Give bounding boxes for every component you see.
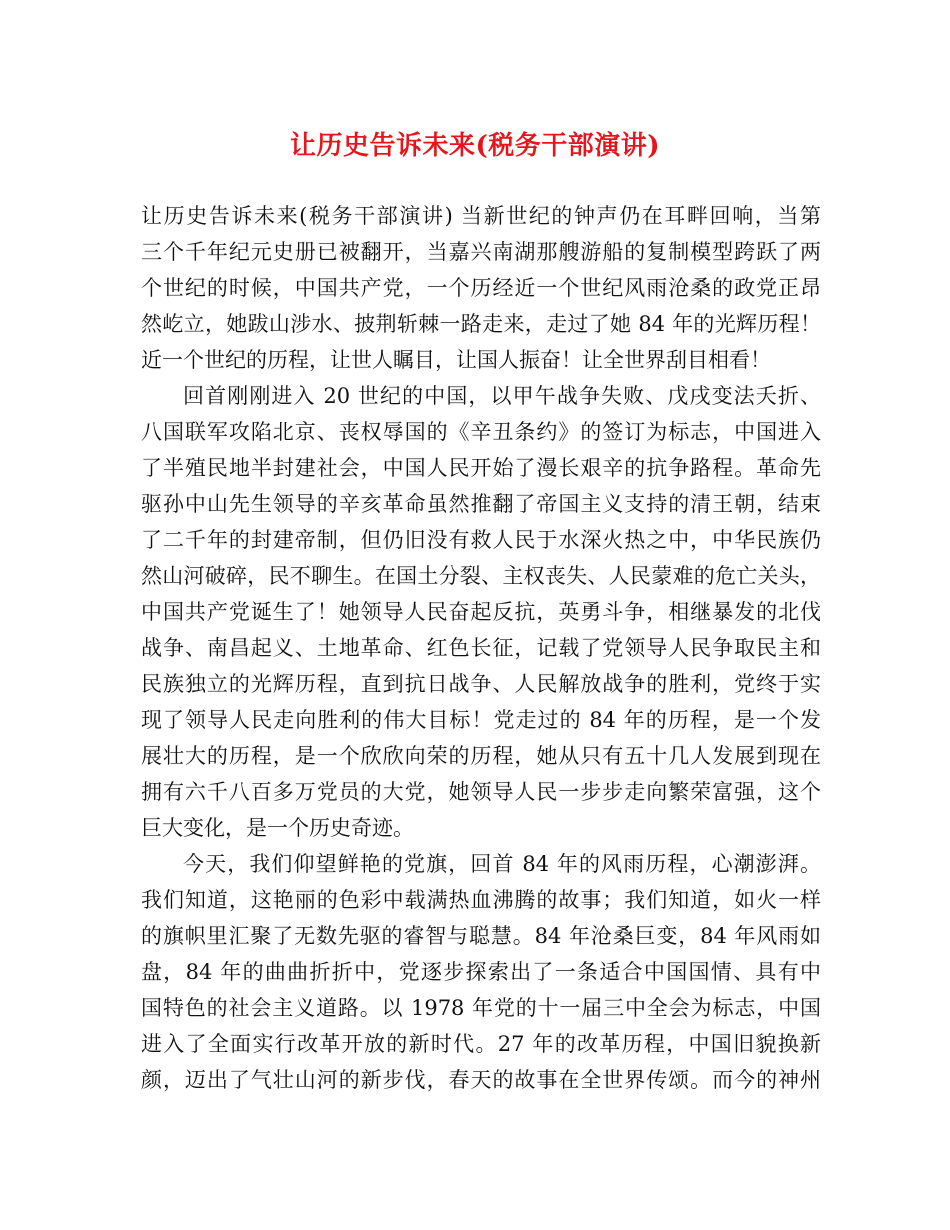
text-line: 了半殖民地半封建社会，中国人民开始了漫长艰辛的抗争路程。革命先 xyxy=(141,456,821,480)
text-line: 今天，我们仰望鲜艳的党旗，回首 84 年的风雨历程，心潮澎湃。 xyxy=(183,852,821,876)
text-line: 展壮大的历程，是一个欣欣向荣的历程，她从只有五十几人发展到现在 xyxy=(141,744,821,768)
text-line: 中国共产党诞生了！她领导人民奋起反抗，英勇斗争，相继暴发的北伐 xyxy=(141,600,821,624)
text-line: 我们知道，这艳丽的色彩中载满热血沸腾的故事；我们知道，如火一样 xyxy=(141,888,821,912)
text-line: 进入了全面实行改革开放的新时代。27 年的改革历程，中国旧貌换新 xyxy=(141,1032,821,1056)
text-line: 了二千年的封建帝制，但仍旧没有救人民于水深火热之中，中华民族仍 xyxy=(141,528,821,552)
text-line: 现了领导人民走向胜利的伟大目标！党走过的 84 年的历程，是一个发 xyxy=(141,708,821,732)
text-line: 的旗帜里汇聚了无数先驱的睿智与聪慧。84 年沧桑巨变，84 年风雨如 xyxy=(141,924,821,948)
text-line: 回首刚刚进入 20 世纪的中国，以甲午战争失败、戊戌变法夭折、 xyxy=(183,384,821,408)
text-line: 拥有六千八百多万党员的大党，她领导人民一步步走向繁荣富强，这个 xyxy=(141,780,821,804)
text-line: 个世纪的时候，中国共产党，一个历经近一个世纪风雨沧桑的政党正昂 xyxy=(141,276,821,300)
text-line: 民族独立的光辉历程，直到抗日战争、人民解放战争的胜利，党终于实 xyxy=(141,672,821,696)
text-line: 让历史告诉未来(税务干部演讲) 当新世纪的钟声仍在耳畔回响，当第 xyxy=(141,204,821,228)
text-line: 八国联军攻陷北京、丧权辱国的《辛丑条约》的签订为标志，中国进入 xyxy=(141,420,821,444)
text-line: 国特色的社会主义道路。以 1978 年党的十一届三中全会为标志，中国 xyxy=(141,996,821,1020)
text-line: 巨大变化，是一个历史奇迹。 xyxy=(141,816,414,840)
text-line: 盘，84 年的曲曲折折中，党逐步探索出了一条适合中国国情、具有中 xyxy=(141,960,821,984)
text-line: 驱孙中山先生领导的辛亥革命虽然推翻了帝国主义支持的清王朝，结束 xyxy=(141,492,821,516)
text-line: 然屹立，她跋山涉水、披荆斩棘一路走来，走过了她 84 年的光辉历程！ xyxy=(141,312,821,336)
document-title: 让历史告诉未来(税务干部演讲) xyxy=(289,131,661,161)
text-line: 近一个世纪的历程，让世人瞩目，让国人振奋！让全世界刮目相看！ xyxy=(141,348,771,372)
text-line: 三个千年纪元史册已被翻开，当嘉兴南湖那艘游船的复制模型跨跃了两 xyxy=(141,240,821,264)
text-line: 颜，迈出了气壮山河的新步伐，春天的故事在全世界传颂。而今的神州 xyxy=(141,1068,821,1092)
text-line: 然山河破碎，民不聊生。在国土分裂、主权丧失、人民蒙难的危亡关头， xyxy=(141,564,821,588)
text-line: 战争、南昌起义、土地革命、红色长征，记载了党领导人民争取民主和 xyxy=(141,636,821,660)
